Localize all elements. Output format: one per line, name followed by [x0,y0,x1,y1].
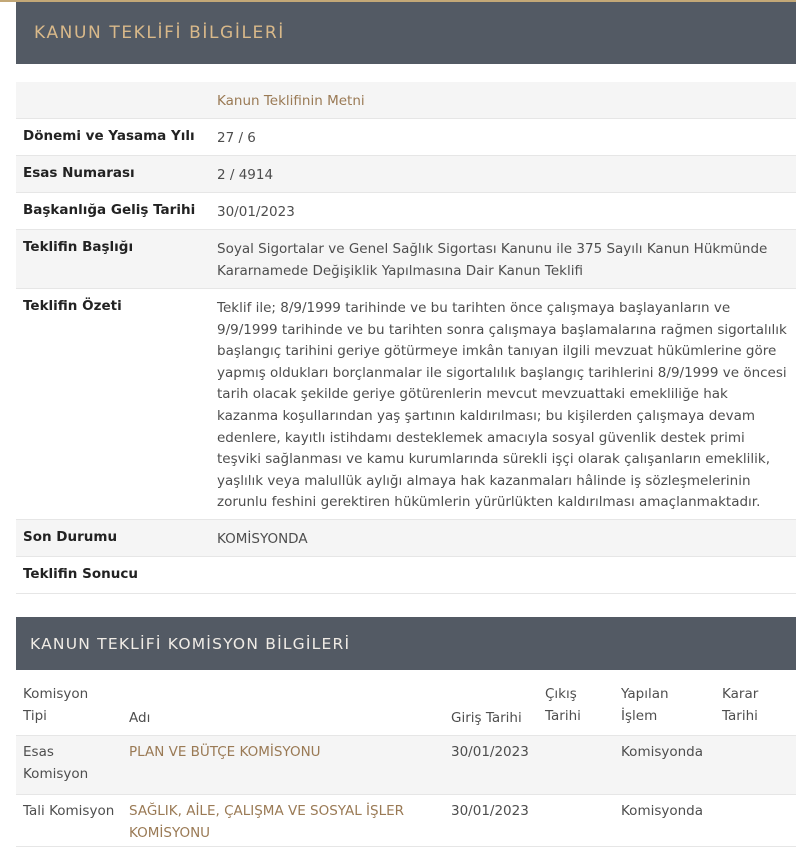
header-text: Komisyon [23,686,89,702]
teklif-info-table [16,82,796,594]
info-key: Esas Numarası [23,165,135,181]
cell-tipi: Esas Komisyon [23,744,89,782]
header-giris-tarihi [444,684,538,735]
info-value: 2 / 4914 [217,167,274,183]
header-text: Tarihi [545,707,581,724]
table-row-metin [16,82,796,119]
info-key: Teklifin Sonucu [23,566,138,582]
komisyon-adi-link[interactable]: PLAN VE BÜTÇE KOMİSYONU [129,744,321,760]
cell-giris: 30/01/2023 [451,744,529,760]
info-value: 27 / 6 [217,130,256,146]
table-header-row [16,684,796,736]
header-text: Tarihi [722,707,758,724]
header-karar-tarihi [715,684,796,735]
komisyon-adi-link[interactable]: SAĞLIK, AİLE, ÇALIŞMA VE SOSYAL İŞLER KOMİSYONU [129,803,405,841]
cell-cikis [538,736,614,794]
info-value: Teklif ile; 8/9/1999 tarihinde ve bu tarihten önce çalışmaya başlayanların ve 9/9/1999 tarihinde ve bu tarihten sonra çalışmaya başlamalarına rağmen sigortalılık başlangıç tarihini geriye götürmeye imkân tanıyan ilgili mevzuat hükümlerine göre yapmış oldukları borçlanmalar ile sigortalılık başlangıç tarihlerini 8/9/1999 ve öncesi tarih olacak şekilde geriye götürenlerin mevcut mevzuattaki emekliliğe hak kazanma koşullarından yaş şartının kaldırılması; bu kişilerden çalışmaya devam edenlere, kayıtlı istihdamı desteklemek amacıyla sosyal güvenlik destek primi teşviki sağlanması ve kamu kurumlarında sürekli işçi olarak çalışanların emeklilik, yaşlılık veya malullük aylığı almaya hak kazanmaları hâlinde iş sözleşmelerinin zorunlu feshini gerektiren hükümlerin yürürlükten kaldırılması amaçlanmaktadır. [217,300,787,511]
header-text: Çıkış [545,686,577,702]
table-row-baslik [16,230,796,289]
cell-karar [715,736,796,794]
cell-giris: 30/01/2023 [451,803,529,819]
section-title: KANUN TEKLİFİ BİLGİLERİ [34,23,285,43]
section-header-komisyon-bilgileri [16,617,796,670]
header-text: Giriş Tarihi [451,710,522,727]
info-key: Teklifin Başlığı [23,239,134,255]
table-row-esas [16,156,796,193]
table-row [16,795,796,847]
header-text: Yapılan [621,686,669,702]
cell-cikis [538,795,614,846]
section-title: KANUN TEKLİFİ KOMİSYON BİLGİLERİ [30,634,351,653]
header-text: İşlem [621,707,658,724]
header-adi [122,684,444,735]
header-yapilan-islem [614,684,715,735]
header-text: Karar [722,686,759,702]
cell-islem: Komisyonda [621,803,704,819]
info-key: Son Durumu [23,529,118,545]
info-value: 30/01/2023 [217,204,295,220]
info-value: KOMİSYONDA [217,531,308,547]
header-text: Adı [129,710,151,727]
header-cikis-tarihi [538,684,614,735]
cell-islem: Komisyonda [621,744,704,760]
info-key: Başkanlığa Geliş Tarihi [23,202,196,218]
info-value [217,557,796,593]
table-row [16,736,796,795]
cell-tipi: Tali Komisyon [23,803,115,819]
table-row-gelis-tarihi [16,193,796,230]
header-text: Tipi [23,707,47,724]
table-row-ozet [16,289,796,520]
header-komisyon-tipi [16,684,122,735]
info-key: Teklifin Özeti [23,298,122,314]
cell-karar [715,795,796,846]
info-key: Dönemi ve Yasama Yılı [23,128,195,144]
info-key [16,82,217,118]
table-row-sonuc [16,557,796,594]
table-row-donem [16,119,796,156]
table-row-son-durum [16,520,796,557]
section-header-teklif-bilgileri [16,2,796,64]
komisyon-table [16,684,796,847]
kanun-teklifi-metni-link[interactable]: Kanun Teklifinin Metni [217,93,365,109]
info-value: Soyal Sigortalar ve Genel Sağlık Sigortası Kanunu ile 375 Sayılı Kanun Hükmünde Kararnamede Değişiklik Yapılmasına Dair Kanun Teklifi [217,241,768,279]
